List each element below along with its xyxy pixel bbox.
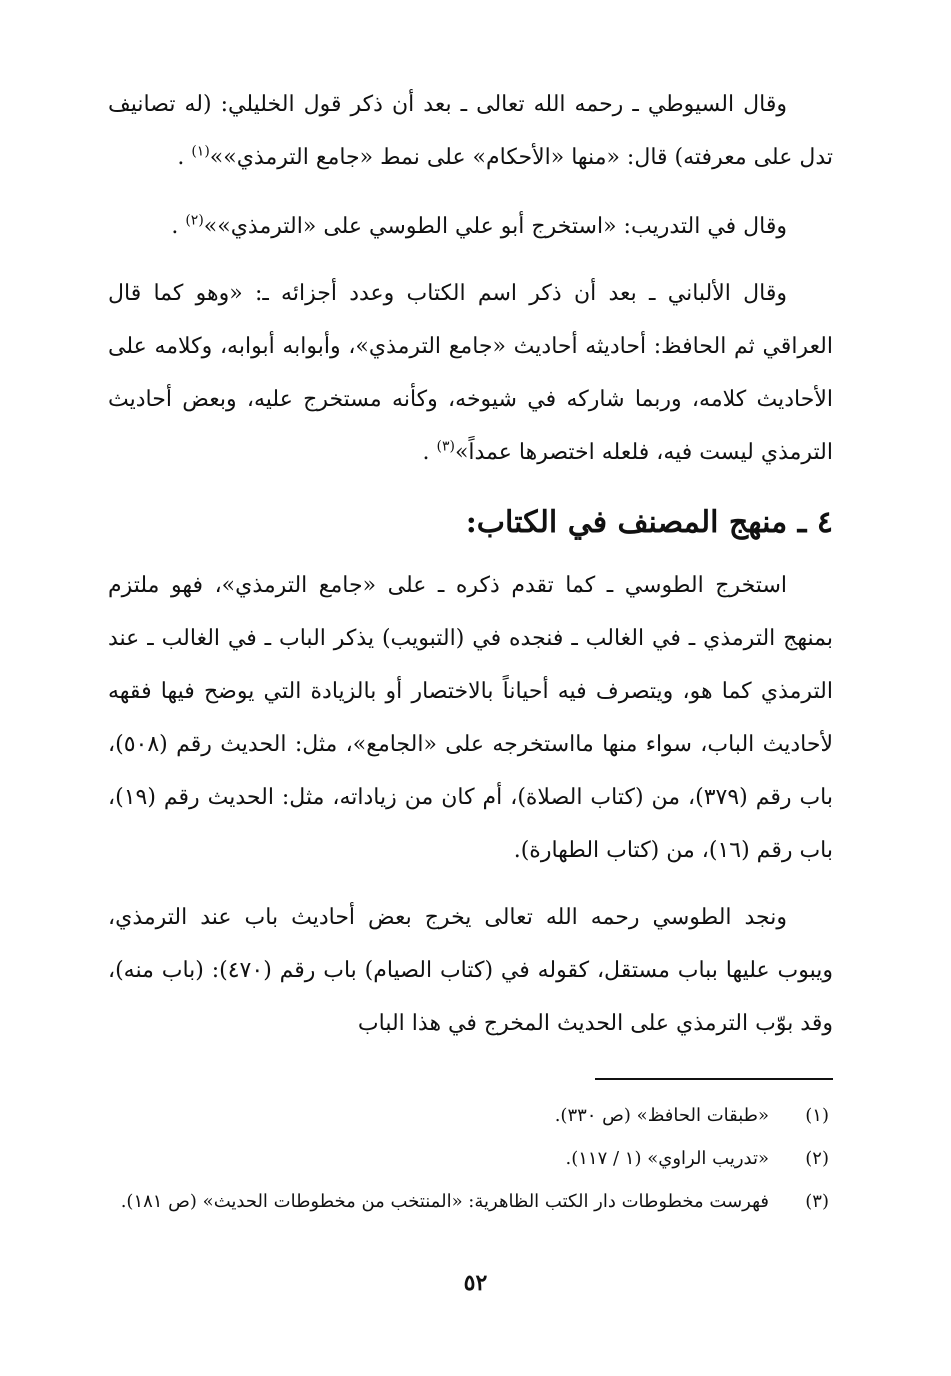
- paragraph-albani-text: وقال الألباني ـ بعد أن ذكر اسم الكتاب وعدد أجزائه ـ: «وهو كما قال العراقي ثم الحافظ: أحاديثه أحاديث «جامع الترمذي»، وأبوابه أبوابه، وكلامه على الأحاديث كلامه، وربما شاركه في شيوخه، وكأنه مستخرج عليه، وبعض أحاديث الترمذي ليست فيه، فلعله اختصرها عمداً»: [108, 281, 833, 465]
- paragraph-suyuti: [108, 78, 833, 184]
- section-heading: ٤ ـ منهج المصنف في الكتاب:: [465, 505, 833, 540]
- paragraph-albani-end: .: [422, 440, 430, 465]
- footnote-item: [108, 1180, 833, 1223]
- footnote-number: (٢): [805, 1148, 829, 1169]
- paragraph-tadrib: [108, 200, 833, 253]
- paragraph-tusi-chapters: ونجد الطوسي رحمه الله تعالى يخرج بعض أحاديث باب عند الترمذي، ويبوب عليها بباب مستقل، كقوله في (كتاب الصيام) باب رقم (٤٧٠): (باب منه)، وقد بوّب الترمذي على الحديث المخرج في هذا الباب: [108, 905, 833, 1036]
- paragraph-suyuti-end: .: [177, 145, 185, 170]
- paragraph-tadrib-text: وقال في التدريب: «استخرج أبو علي الطوسي على «الترمذي»»: [203, 214, 787, 239]
- footnote-number: (٣): [805, 1191, 829, 1212]
- paragraph-tadrib-end: .: [171, 214, 179, 239]
- footnote-item: [108, 1094, 833, 1137]
- paragraph-suyuti-text: وقال السيوطي ـ رحمه الله تعالى ـ بعد أن ذكر قول الخليلي: (له تصانيف تدل على معرفته) قال: «منها «الأحكام» على نمط «جامع الترمذي»»: [108, 92, 833, 170]
- footnote-ref-3: (٣): [436, 438, 455, 455]
- footnotes: [108, 1094, 833, 1223]
- footnote-text: «تدريب الراوي» (١ / ١١٧).: [565, 1148, 769, 1169]
- footnote-ref-2: (٢): [185, 212, 204, 229]
- footnote-number: (١): [805, 1105, 829, 1126]
- footnote-item: [108, 1137, 833, 1180]
- footnote-ref-1: (١): [191, 143, 210, 160]
- paragraph-methodology: استخرج الطوسي ـ كما تقدم ذكره ـ على «جامع الترمذي»، فهو ملتزم بمنهج الترمذي ـ في الغالب ـ فنجده في (التبويب) يذكر الباب ـ في الغالب ـ عند الترمذي كما هو، ويتصرف فيه أحياناً بالاختصار أو بالزيادة التي يوضح فيها فقهه لأحاديث الباب، سواء منها مااستخرجه على «الجامع»، مثل: الحديث رقم (٥٠٨)، باب رقم (٣٧٩)، من (كتاب الصلاة)، أم كان من زياداته، مثل: الحديث رقم (١٩)، باب رقم (١٦)، من (كتاب الطهارة).: [108, 573, 834, 863]
- footnote-text: فهرست مخطوطات دار الكتب الظاهرية: «المنتخب من مخطوطات الحديث» (ص ١٨١).: [120, 1191, 769, 1212]
- paragraph-albani: [108, 267, 833, 479]
- page-number: ٥٢: [463, 1270, 488, 1296]
- footnote-text: «طبقات الحافظ» (ص ٣٣٠).: [554, 1105, 769, 1126]
- footnote-separator: [595, 1078, 833, 1080]
